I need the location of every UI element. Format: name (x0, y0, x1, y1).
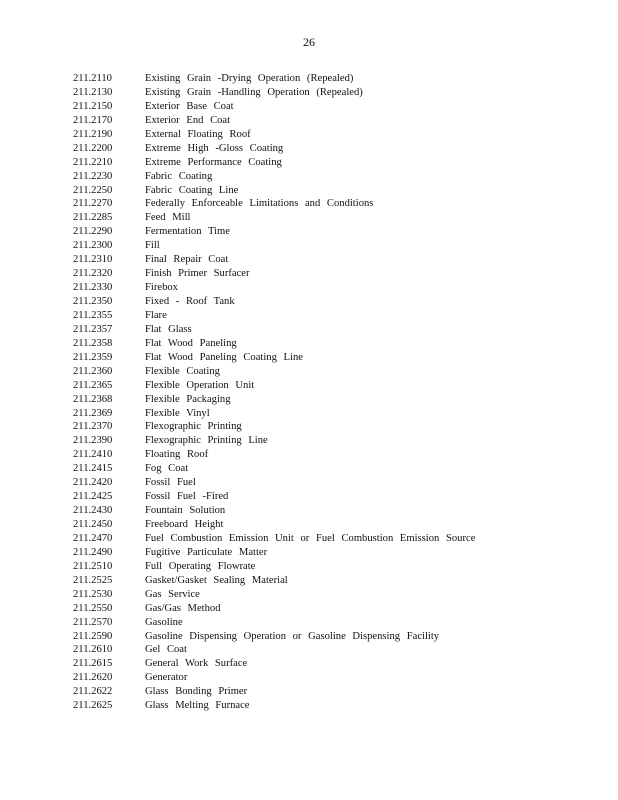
list-item (73, 365, 603, 379)
list-item (73, 434, 603, 448)
list-item (73, 184, 603, 198)
section-term: Flexible Packaging (145, 393, 231, 405)
list-item (73, 86, 603, 100)
section-term: Exterior Base Coat (145, 100, 234, 112)
list-item (73, 699, 603, 713)
section-term: Extreme Performance Coating (145, 156, 282, 168)
section-term: Fill (145, 240, 160, 252)
section-term: Flexible Operation Unit (145, 379, 255, 391)
section-number: 211.2290 (73, 226, 113, 238)
section-number: 211.2250 (73, 184, 113, 196)
section-term: Full Operating Flowrate (145, 560, 256, 572)
section-number: 211.2525 (73, 574, 113, 586)
section-number: 211.2615 (73, 658, 113, 670)
section-term: Fossil Fuel (145, 477, 196, 489)
section-number: 211.2368 (73, 393, 113, 405)
section-term: Glass Melting Furnace (145, 700, 250, 712)
section-term: Existing Grain -Drying Operation (Repealed) (145, 73, 354, 84)
list-item (73, 518, 603, 532)
section-term: Finish Primer Surfacer (145, 268, 250, 280)
section-number: 211.2410 (73, 449, 113, 461)
section-number: 211.2390 (73, 435, 113, 447)
section-term: Final Repair Coat (145, 254, 229, 266)
section-number: 211.2590 (73, 630, 113, 642)
section-number: 211.2490 (73, 546, 113, 558)
section-number: 211.2369 (73, 407, 113, 419)
section-term: Gasoline (145, 616, 183, 628)
section-term: External Floating Roof (145, 128, 251, 140)
section-term: Flat Wood Paneling (145, 337, 237, 349)
section-number: 211.2570 (73, 616, 113, 628)
list-item (73, 309, 603, 323)
section-number: 211.2230 (73, 170, 113, 182)
list-item (73, 128, 603, 142)
section-number: 211.2415 (73, 463, 113, 475)
list-item (73, 616, 603, 630)
list-item (73, 643, 603, 657)
list-item (73, 253, 603, 267)
list-item (73, 407, 603, 421)
section-term: Fixed - Roof Tank (145, 296, 235, 307)
section-number: 211.2285 (73, 212, 113, 224)
section-term: Floating Roof (145, 449, 209, 461)
section-term: Flexographic Printing Line (145, 435, 268, 447)
section-number: 211.2150 (73, 100, 113, 112)
section-term: Extreme High -Gloss Coating (145, 142, 284, 154)
list-item (73, 476, 603, 490)
section-term: Gel Coat (145, 644, 187, 656)
section-number: 211.2450 (73, 519, 113, 530)
section-term: Gas/Gas Method (145, 602, 221, 614)
section-number: 211.2110 (73, 73, 112, 84)
list-item (73, 211, 603, 225)
list-item (73, 630, 603, 644)
section-number: 211.2350 (73, 296, 113, 307)
list-item (73, 671, 603, 685)
section-number: 211.2510 (73, 560, 113, 572)
list-item (73, 574, 603, 588)
section-number: 211.2425 (73, 491, 113, 503)
list-item (73, 462, 603, 476)
section-term: Fabric Coating Line (145, 184, 239, 196)
section-number: 211.2300 (73, 240, 113, 252)
section-term: Fog Coat (145, 463, 189, 475)
section-term: Exterior End Coat (145, 114, 231, 126)
section-number: 211.2355 (73, 309, 113, 321)
section-term: Generator (145, 672, 188, 684)
section-term: Fountain Solution (145, 505, 226, 517)
section-term: Feed Mill (145, 212, 191, 224)
section-term: Fuel Combustion Emission Unit or Fuel Combustion Emission Source (145, 532, 476, 544)
section-term: Fabric Coating (145, 170, 213, 182)
list-item (73, 267, 603, 281)
list-item (73, 532, 603, 546)
list-item (73, 602, 603, 616)
section-term: Flat Wood Paneling Coating Line (145, 351, 303, 363)
list-item (73, 281, 603, 295)
section-term: Fermentation Time (145, 226, 230, 238)
section-term: Flare (145, 309, 167, 321)
list-item (73, 588, 603, 602)
list-item (73, 100, 603, 114)
list-item (73, 142, 603, 156)
list-item (73, 295, 603, 309)
section-number: 211.2170 (73, 114, 113, 126)
section-number: 211.2320 (73, 268, 113, 280)
section-term: Federally Enforceable Limitations and Conditions (145, 198, 374, 210)
section-number: 211.2550 (73, 602, 113, 614)
list-item (73, 156, 603, 170)
definitions-list (73, 72, 603, 713)
list-item (73, 393, 603, 407)
section-term: Flexible Vinyl (145, 407, 210, 419)
list-item (73, 420, 603, 434)
section-number: 211.2330 (73, 282, 113, 294)
section-number: 211.2370 (73, 421, 113, 433)
section-number: 211.2625 (73, 700, 113, 712)
section-number: 211.2620 (73, 672, 113, 684)
list-item (73, 323, 603, 337)
list-item (73, 170, 603, 184)
section-number: 211.2470 (73, 532, 113, 544)
list-item (73, 657, 603, 671)
list-item (73, 685, 603, 699)
section-term: Fugitive Particulate Matter (145, 546, 268, 558)
section-term: Gas Service (145, 588, 200, 600)
list-item (73, 72, 603, 86)
section-number: 211.2359 (73, 351, 113, 363)
page-number: 26 (303, 35, 315, 49)
list-item (73, 490, 603, 504)
list-item (73, 225, 603, 239)
section-term: Freeboard Height (145, 519, 224, 530)
section-number: 211.2210 (73, 156, 113, 168)
section-term: Flexible Coating (145, 365, 220, 377)
section-term: Flat Glass (145, 323, 192, 335)
section-term: Existing Grain -Handling Operation (Repealed) (145, 86, 363, 98)
section-number: 211.2190 (73, 128, 113, 140)
section-number: 211.2200 (73, 142, 113, 154)
section-number: 211.2360 (73, 365, 113, 377)
list-item (73, 239, 603, 253)
section-number: 211.2430 (73, 505, 113, 517)
section-term: Gasket/Gasket Sealing Material (145, 574, 288, 586)
section-number: 211.2420 (73, 477, 113, 489)
list-item (73, 504, 603, 518)
section-number: 211.2358 (73, 337, 113, 349)
list-item (73, 114, 603, 128)
list-item (73, 197, 603, 211)
list-item (73, 448, 603, 462)
section-number: 211.2365 (73, 379, 113, 391)
list-item (73, 546, 603, 560)
section-term: Gasoline Dispensing Operation or Gasoline Dispensing Facility (145, 630, 440, 642)
section-term: Fossil Fuel -Fired (145, 491, 229, 503)
section-number: 211.2130 (73, 86, 113, 98)
section-term: Flexographic Printing (145, 421, 242, 433)
section-number: 211.2622 (73, 686, 113, 698)
section-number: 211.2310 (73, 254, 113, 266)
section-number: 211.2530 (73, 588, 113, 600)
section-term: General Work Surface (145, 658, 248, 670)
section-number: 211.2610 (73, 644, 113, 656)
list-item (73, 351, 603, 365)
section-number: 211.2357 (73, 323, 113, 335)
section-term: Firebox (145, 282, 178, 294)
section-term: Glass Bonding Primer (145, 686, 248, 698)
list-item (73, 560, 603, 574)
section-number: 211.2270 (73, 198, 113, 210)
list-item (73, 379, 603, 393)
list-item (73, 337, 603, 351)
